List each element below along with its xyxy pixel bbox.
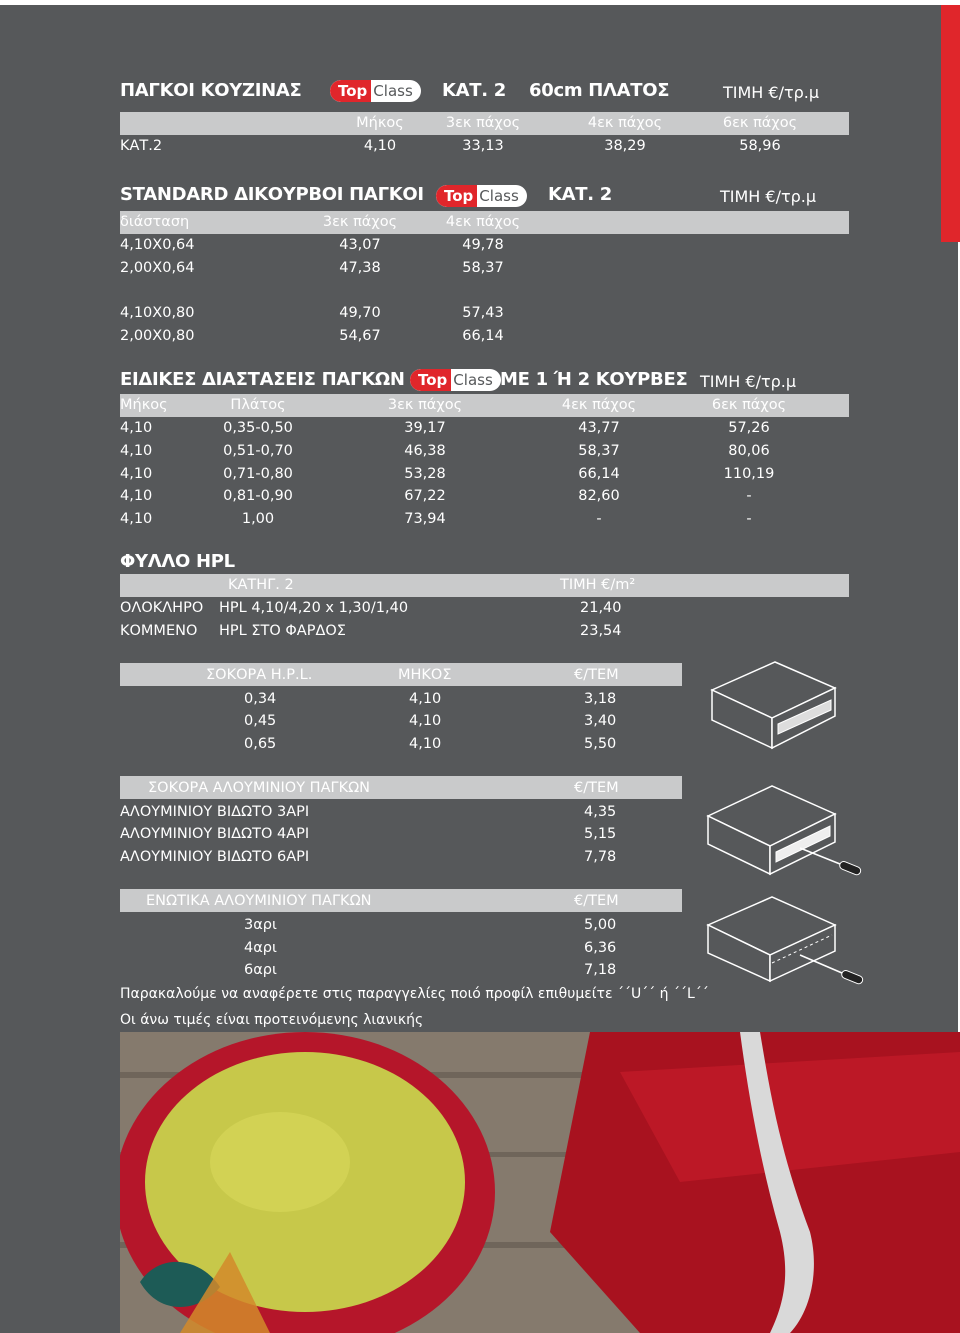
aluminium-skirting-illustration — [700, 782, 870, 887]
table-cell: 39,17 — [404, 420, 446, 436]
table-cell: 5,00 — [584, 917, 617, 933]
table-cell: 53,28 — [404, 466, 446, 482]
table-cell: 57,26 — [728, 420, 770, 436]
table-cell: ΚΟΜΜΕΝΟ — [120, 623, 198, 639]
table-cell: 57,43 — [462, 305, 504, 321]
table-cell: ΟΛΟΚΛΗΡΟ — [120, 600, 204, 616]
table-cell: 46,38 — [404, 443, 446, 459]
table-cell: ΚΑΤ.2 — [120, 138, 163, 154]
column-header: Πλάτος — [230, 397, 286, 413]
table-cell: 6,36 — [584, 940, 617, 956]
table-cell: 0,71-0,80 — [223, 466, 293, 482]
table-cell: 110,19 — [723, 466, 775, 482]
table-cell: 21,40 — [580, 600, 622, 616]
table-cell: 4,10 — [409, 713, 442, 729]
table-cell: HPL ΣΤΟ ΦΑΡΔΟΣ — [219, 623, 346, 639]
category-label: ΚΑΤ. 2 — [548, 184, 612, 205]
section-title-special: ΕΙΔΙΚΕΣ ΔΙΑΣΤΑΣΕΙΣ ΠΑΓΚΩΝ — [120, 369, 405, 390]
hpl-skirting-illustration — [700, 660, 845, 760]
table-cell: 66,14 — [462, 328, 504, 344]
column-header: ΜΗΚΟΣ — [398, 667, 452, 683]
table-cell: 67,22 — [404, 488, 446, 504]
section-title-hpl: ΦΥΛΛΟ HPL — [120, 551, 235, 572]
table-cell: 0,34 — [244, 691, 277, 707]
table-cell: 4,10Χ0,64 — [120, 237, 195, 253]
table-cell: 5,15 — [584, 826, 617, 842]
column-header: ΣΟΚΟΡΑ Η.Ρ.L. — [206, 667, 313, 683]
table-cell: 54,67 — [339, 328, 381, 344]
soup-photo-illustration — [120, 1032, 960, 1333]
column-header: 3εκ πάχος — [387, 397, 463, 413]
table-cell: 4,10 — [120, 488, 153, 504]
table-cell: 43,07 — [339, 237, 381, 253]
column-header: ΕΝΩΤΙΚΑ ΑΛΟΥΜΙΝΙΟΥ ΠΑΓΚΩΝ — [146, 893, 372, 909]
price-unit-label: ΤΙΜΗ €/τρ.μ — [723, 83, 820, 102]
table-cell: 3,40 — [584, 713, 617, 729]
table-cell: 4,10 — [409, 691, 442, 707]
column-header: 4εκ πάχος — [445, 214, 521, 230]
table-cell: 58,96 — [739, 138, 781, 154]
topclass-logo: Top Class — [410, 369, 501, 391]
table-cell: 73,94 — [404, 511, 446, 527]
table-cell: ΑΛΟΥΜΙΝΙΟΥ ΒΙΔΩΤΟ 3ΑΡΙ — [120, 804, 310, 820]
column-header: 6εκ πάχος — [711, 397, 787, 413]
accent-bar — [941, 5, 960, 242]
column-header: €/ΤΕΜ — [574, 780, 619, 796]
category-label: ΚΑΤ. 2 — [442, 80, 506, 101]
table-cell: - — [596, 511, 602, 527]
column-header: ΣΟΚΟΡΑ ΑΛΟΥΜΙΝΙΟΥ ΠΑΓΚΩΝ — [148, 780, 371, 796]
table-cell: 2,00Χ0,64 — [120, 260, 195, 276]
table-cell: ΑΛΟΥΜΙΝΙΟΥ ΒΙΔΩΤΟ 6ΑΡΙ — [120, 849, 310, 865]
table-cell: 43,77 — [578, 420, 620, 436]
soup-photo — [120, 1032, 960, 1333]
table-cell: 23,54 — [580, 623, 622, 639]
table-cell: 33,13 — [462, 138, 504, 154]
column-header: 3εκ πάχος — [322, 214, 398, 230]
table-cell: 6αρι — [244, 962, 277, 978]
table-cell: 4,10 — [120, 511, 153, 527]
column-header: €/ΤΕΜ — [574, 667, 619, 683]
column-header: διάσταση — [120, 214, 190, 230]
table-cell: 4,10 — [363, 138, 397, 154]
table-cell: 49,70 — [339, 305, 381, 321]
price-unit-label: ΤΙΜΗ €/τρ.μ — [720, 187, 817, 206]
retail-note: Οι άνω τιμές είναι προτεινόμενης λιανικής — [120, 1012, 424, 1028]
table-cell: 80,06 — [728, 443, 770, 459]
aluminium-joint-illustration — [700, 895, 870, 995]
table-cell: 4,10 — [120, 466, 153, 482]
table-cell: 4,10Χ0,80 — [120, 305, 195, 321]
table-cell: 0,51-0,70 — [223, 443, 293, 459]
table-cell: 38,29 — [604, 138, 646, 154]
section-title-counters: ΠΑΓΚΟΙ ΚΟΥΖΙΝΑΣ — [120, 80, 302, 101]
topclass-logo: Top Class — [436, 185, 527, 207]
column-header: ΚΑΤΗΓ. 2 — [228, 577, 294, 593]
table-cell: ΑΛΟΥΜΙΝΙΟΥ ΒΙΔΩΤΟ 4ΑΡΙ — [120, 826, 310, 842]
column-header: 3εκ πάχος — [445, 115, 521, 131]
table-cell: 3,18 — [584, 691, 617, 707]
section-title-standard: STANDARD ΔΙΚΟΥΡΒΟΙ ΠΑΓΚΟΙ — [120, 184, 424, 205]
table-cell: 0,81-0,90 — [223, 488, 293, 504]
table-cell: 7,18 — [584, 962, 617, 978]
price-unit-label: ΤΙΜΗ €/τρ.μ — [700, 372, 797, 391]
table-cell: 4,10 — [409, 736, 442, 752]
table-cell: 82,60 — [578, 488, 620, 504]
column-header: 4εκ πάχος — [587, 115, 663, 131]
table-cell: 0,35-0,50 — [223, 420, 293, 436]
column-header: ΤΙΜΗ €/m² — [560, 577, 636, 593]
table-cell: - — [746, 488, 752, 504]
table-cell: 0,45 — [244, 713, 277, 729]
table-cell: 4,10 — [120, 443, 153, 459]
table-cell: 1,00 — [241, 511, 275, 527]
column-header: Μήκος — [356, 115, 404, 131]
table-cell: 66,14 — [578, 466, 620, 482]
table-cell: 58,37 — [462, 260, 504, 276]
column-header: 4εκ πάχος — [561, 397, 637, 413]
table-cell: 47,38 — [339, 260, 381, 276]
table-cell: 4,35 — [584, 804, 617, 820]
column-header: Μήκος — [120, 397, 168, 413]
table-cell: 2,00Χ0,80 — [120, 328, 195, 344]
table-cell: 3αρι — [244, 917, 277, 933]
table-cell: 4,10 — [120, 420, 153, 436]
column-header: €/ΤΕΜ — [574, 893, 619, 909]
table-cell: - — [746, 511, 752, 527]
section-subtitle: ΜΕ 1 Ή 2 ΚΟΥΡΒΕΣ — [500, 369, 688, 390]
profile-note: Παρακαλούμε να αναφέρετε στις παραγγελίες ποιό προφίλ επιθυμείτε ΄΄U΄΄ ή ΄΄L΄΄ — [120, 986, 709, 1002]
table-cell: 4αρι — [244, 940, 277, 956]
width-label: 60cm ΠΛΑΤΟΣ — [529, 80, 670, 101]
column-header: 6εκ πάχος — [722, 115, 798, 131]
table-cell: 7,78 — [584, 849, 617, 865]
topclass-logo: Top Class — [330, 80, 421, 102]
table-cell: 58,37 — [578, 443, 620, 459]
table-cell: 49,78 — [462, 237, 504, 253]
table-cell: 0,65 — [244, 736, 277, 752]
table-cell: HPL 4,10/4,20 x 1,30/1,40 — [219, 600, 409, 616]
table-cell: 5,50 — [584, 736, 617, 752]
